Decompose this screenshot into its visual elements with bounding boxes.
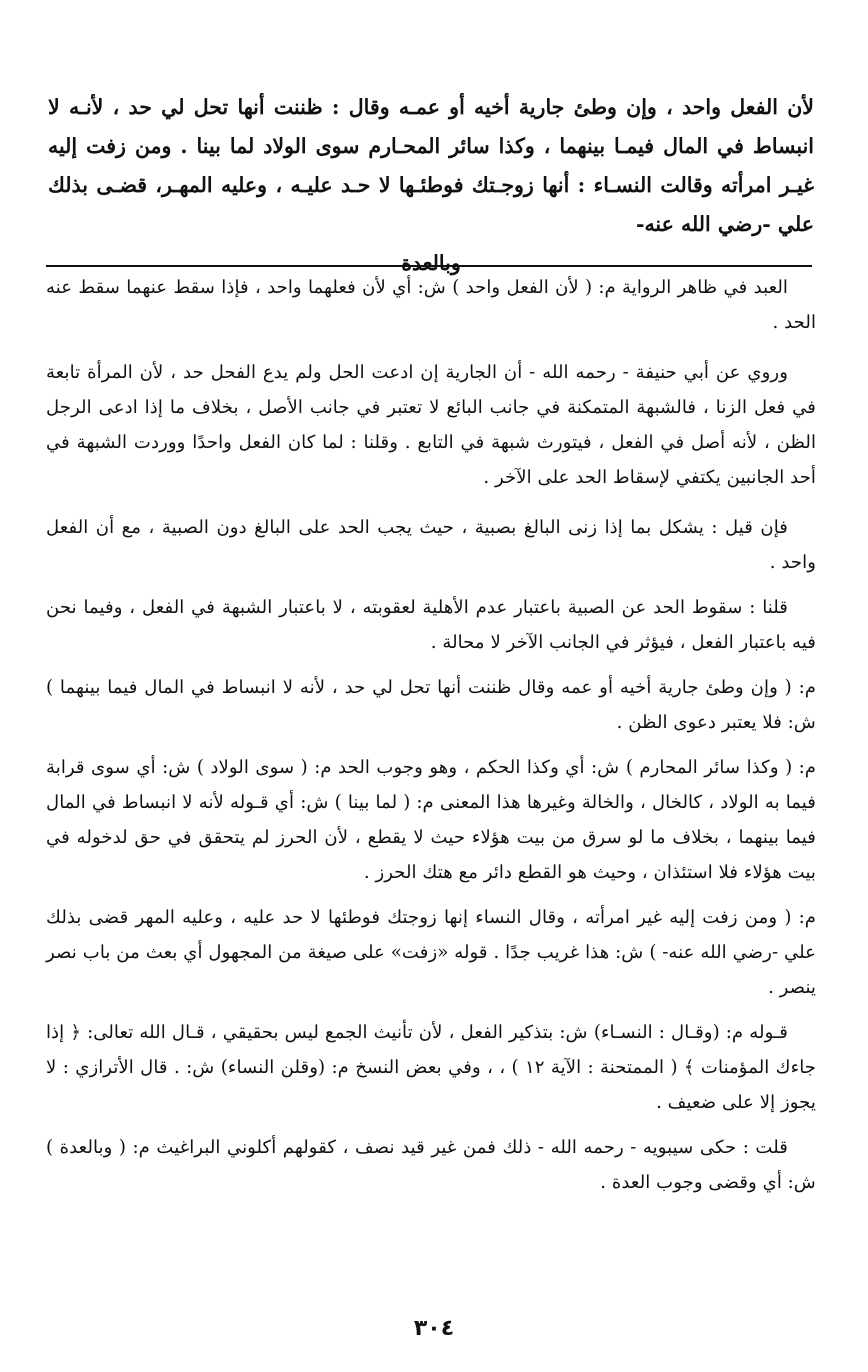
commentary-paragraph-2: وروي عن أبي حنيفة - رحمه الله - أن الجارية إن ادعت الحل ولم يدع الفحل حد ، لأن المرأة تابعة في فعل الزنا ، فالشبهة المتمكنة في جانب البائع لا تعتبر في جانب الأصل ، بخلاف ما إذا ادعى الرجل الظن ، لأنه أصل في الفعل ، فيتورث شبهة في التابع . وقلنا : لما كان الفعل واحدًا ووردت الشبهة في أحد الجانبين يكتفي لإسقاط الحد على الآخر . <box>46 362 816 488</box>
commentary-paragraph-4: قلنا : سقوط الحد عن الصبية باعتبار عدم الأهلية لعقوبته ، لا باعتبار الشبهة في الفعل ، وفيما نحن فيه باعتبار الفعل ، فيؤثر في الجانب الآخر لا محالة . <box>46 597 816 653</box>
commentary-paragraph-3: فإن قيل : يشكل بما إذا زنى البالغ بصبية ، حيث يجب الحد على البالغ دون الصبية ، مع أن الفعل واحد . <box>46 517 816 573</box>
commentary-paragraph-6: م: ( وكذا سائر المحارم ) ش: أي وكذا الحكم ، وهو وجوب الحد م: ( سوى الولاد ) ش: أي سوى قرابة فيما به الولاد ، كالخال ، والخالة وغيرها هذا المعنى م: ( لما بينا ) ش: أي قـوله لأنه لا انبساط في المال فيما بينهما ، بخلاف ما لو سرق من بيت هؤلاء حيث لا يقطع ، لأن الحرز لم يتحقق في حق لدخوله في بيت هؤلاء فلا استئذان ، وحيث هو القطع دائر مع هتك الحرز . <box>46 757 816 883</box>
section-divider <box>46 265 812 267</box>
commentary-paragraph-5: م: ( وإن وطئ جارية أخيه أو عمه وقال ظننت أنها تحل لي حد ، لأنه لا انبساط في المال فيما بينهما ) ش: فلا يعتبر دعوى الظن . <box>46 677 816 733</box>
page-number: ٣٠٤ <box>413 1316 455 1341</box>
commentary-paragraph-9: قلت : حكى سيبويه - رحمه الله - ذلك فمن غير قيد نصف ، كقولهم أكلوني البراغيث م: ( وبالعدة ) ش: أي وقضى وجوب العدة . <box>46 1137 816 1193</box>
main-text-block <box>48 88 814 283</box>
commentary-paragraph-1: العبد في ظاهر الرواية م: ( لأن الفعل واحد ) ش: أي لأن فعلهما واحد ، فإذا سقط عنهما سقط عنه الحد . <box>46 277 816 333</box>
commentary-paragraph-8: قـوله م: (وقـال : النسـاء) ش: بتذكير الفعل ، لأن تأنيث الجمع ليس بحقيقي ، قـال الله تعالى: ﴿ إذا جاءك المؤمنات ﴾ ( الممتحنة : الآية ١٢ ) ، ، وفي بعض النسخ م: (وقلن النساء) ش: . قال الأترازي : لا يجوز إلا على ضعيف . <box>46 1022 816 1113</box>
commentary-paragraph-7: م: ( ومن زفت إليه غير امرأته ، وقال النساء إنها زوجتك فوطئها لا حد عليه ، وعليه المهر قضى بذلك علي -رضي الله عنه- ) ش: هذا غريب جدًا . قوله «زفت» على صيغة من المجهول أي بعث من باب نصر ينصر . <box>46 907 816 998</box>
commentary-block <box>46 270 816 1210</box>
main-text-paragraph: لأن الفعل واحد ، وإن وطئ جارية أخيه أو عمـه وقال : ظننت أنها تحل لي حد ، لأنـه لا انبساط في المال فيمـا بينهما ، وكذا سائر المحـارم سوى الولاد لما بينا . ومن زفت إليه غيـر امرأته وقالت النسـاء : أنها زوجـتك فوطئـها لا حـد عليـه ، وعليه المهـر، قضـى بذلك علي -رضي الله عنه- <box>48 95 814 236</box>
main-text-tail: وبالعدة <box>401 251 461 275</box>
